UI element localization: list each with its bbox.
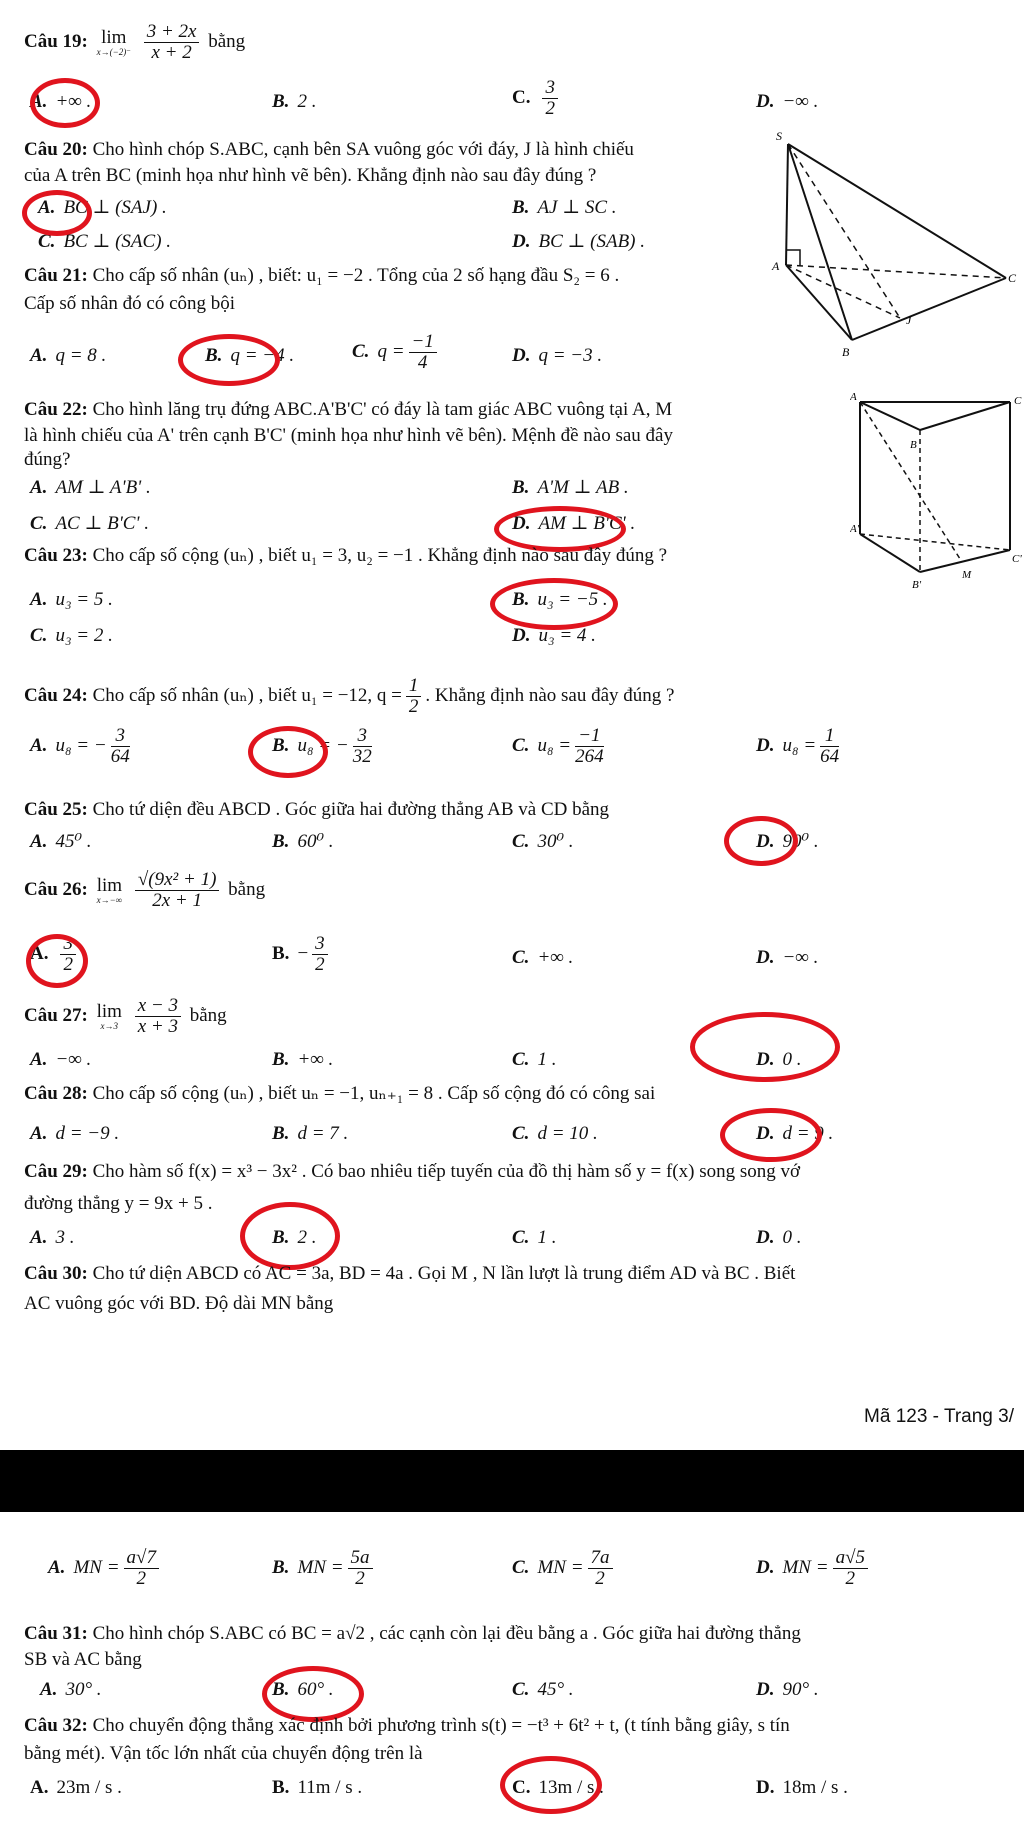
option-d[interactable]: D. q = −3 . [512,345,603,366]
option-c[interactable]: C. 30⁰ . [512,831,574,852]
option-d[interactable]: D. BC ⊥ (SAB) . [512,231,645,252]
question-25: Câu 25: Cho tứ diện đều ABCD . Góc giữa hai đường thẳng AB và CD bằng [24,799,610,820]
option-d[interactable]: D. u₃ = 4 . [512,625,596,646]
option-d[interactable]: D. −∞ . [756,91,819,112]
question-31-line2: SB và AC bằng [24,1649,142,1670]
option-a[interactable]: A. AM ⊥ A'B' . [30,477,151,498]
option-a[interactable]: A. u₃ = 5 . [30,589,113,610]
option-d[interactable]: D. u₈ = $\frac{1}{64}$ [756,725,840,767]
option-c[interactable]: C. +∞ . [512,947,574,968]
option-d[interactable]: D. 18m / s . [756,1777,848,1798]
option-d[interactable]: D. AM ⊥ B'C' . [512,513,636,534]
question-20-line2: của A trên BC (minh họa như hình vẽ bên). Khẳng định nào sau đây đúng ? [24,165,597,186]
option-a[interactable]: A. 30° . [40,1679,102,1700]
question-29: Câu 29: Cho hàm số f(x) = x³ − 3x² . Có bao nhiêu tiếp tuyến của đồ thị hàm số y = f(x) song song vớ [24,1161,801,1182]
question-23: Câu 23: Cho cấp số cộng (uₙ) , biết u₁ = 3, u₂ = −1 . Khẳng định nào sau đây đúng ? [24,545,668,566]
option-a[interactable]: A. BC ⊥ (SAJ) . [38,197,167,218]
option-a[interactable]: A. d = −9 . [30,1123,120,1144]
label-c-prime: C' [1012,553,1022,565]
answer-circle [500,1756,602,1814]
option-a[interactable]: A. $\frac{3}{2}$ [30,934,80,975]
option-d[interactable]: D. 0 . [756,1227,802,1248]
option-b[interactable]: B. q = −4 . [205,345,295,366]
option-b[interactable]: B. u₃ = −5 . [512,589,608,610]
option-c[interactable]: C. AC ⊥ B'C' . [30,513,149,534]
exam-page-2 [0,1512,1024,1824]
label-m: M [962,569,972,581]
option-c[interactable]: C. 13m / s . [512,1777,604,1798]
answer-circle [30,78,100,128]
option-b[interactable]: B. 60⁰ . [272,831,334,852]
option-a[interactable]: A. q = 8 . [30,345,107,366]
answer-circle [490,578,618,630]
answer-circle [178,334,280,386]
option-b[interactable]: B. u₈ = − $\frac{3}{32}$ [272,725,372,767]
prism-figure [850,390,1022,600]
option-c[interactable]: C. 1 . [512,1227,557,1248]
label-b-prime: B' [912,579,922,591]
option-c[interactable]: C. MN = $\frac{7a}{2}$ [512,1548,617,1589]
option-a[interactable]: A. 45⁰ . [30,831,92,852]
question-21: Câu 21: Cho cấp số nhân (uₙ) , biết: u₁ = −2 . Tổng của 2 số hạng đầu S₂ = 6 . [24,265,620,286]
option-c[interactable]: C. q = $\frac{-1}{4}$ [352,332,441,373]
question-26: Câu 26: lim x→−∞ $\frac{\text{√(9x² + 1)}}{2x + 1}$ bằng [24,869,266,911]
label-a: A [772,259,780,273]
option-a[interactable]: A. MN = $\frac{a√7}{2}$ [48,1548,163,1589]
option-b[interactable]: B. MN = $\frac{5a}{2}$ [272,1548,377,1589]
question-24: Câu 24: Cho cấp số nhân (uₙ) , biết u₁ = −12, q = $\frac{1}{2}$ . Khẳng định nào sau đây đúng ? [24,675,675,717]
question-29-line2: đường thẳng y = 9x + 5 . [24,1193,213,1214]
option-b[interactable]: B. 11m / s . [272,1777,363,1798]
question-31: Câu 31: Cho hình chóp S.ABC có BC = a√2 , các cạnh còn lại đều bằng a . Góc giữa hai đường thẳng [24,1623,801,1644]
answer-circle [248,726,328,778]
question-22: Câu 22: Cho hình lăng trụ đứng ABC.A'B'C' có đáy là tam giác ABC vuông tại A, M [24,399,673,420]
option-b[interactable]: B. − $\frac{3}{2}$ [272,934,332,975]
question-22-line3: đúng? [24,449,71,470]
page-divider-band [0,1450,1024,1512]
label-c: C [1014,395,1022,407]
option-a[interactable]: A. −∞ . [30,1049,92,1070]
label-a: A [850,391,857,403]
pyramid-figure [770,130,1020,360]
option-d[interactable]: D. d = 9 . [756,1123,834,1144]
option-b[interactable]: B. +∞ . [272,1049,334,1070]
answer-circle [690,1012,840,1082]
option-c[interactable]: C. u₈ = $\frac{-1}{264}$ [512,725,604,767]
option-d[interactable]: D. −∞ . [756,947,819,968]
option-b[interactable]: B. AJ ⊥ SC . [512,197,617,218]
label-b: B [910,439,917,451]
option-c[interactable]: C. 1 . [512,1049,557,1070]
answer-circle [240,1202,340,1270]
option-d[interactable]: D. 0 . [756,1049,802,1070]
option-a[interactable]: A. 3 . [30,1227,75,1248]
option-c[interactable]: C. d = 10 . [512,1123,598,1144]
option-d[interactable]: D. 90° . [756,1679,819,1700]
question-32: Câu 32: Cho chuyển động thẳng xác định bởi phương trình s(t) = −t³ + 6t² + t, (t tính bằng giây, s tín [24,1715,790,1736]
option-c[interactable]: C. $\frac{3}{2}$ [512,78,562,119]
option-c[interactable]: C. BC ⊥ (SAC) . [38,231,172,252]
option-a[interactable]: A. +∞ . [30,91,92,112]
answer-circle [26,934,88,988]
question-19: Câu 19: lim x→(−2)⁻ $\frac{3 + 2x}{x + 2}$ bằng [24,21,246,63]
option-b[interactable]: B. 2 . [272,1227,317,1248]
question-20: Câu 20: Cho hình chóp S.ABC, cạnh bên SA vuông góc với đáy, J là hình chiếu [24,139,634,160]
label-b: B [842,345,850,359]
label-a-prime: A' [850,523,860,535]
option-b[interactable]: B. A'M ⊥ AB . [512,477,629,498]
answer-circle [22,190,92,236]
question-28: Câu 28: Cho cấp số cộng (uₙ) , biết uₙ = −1, uₙ₊₁ = 8 . Cấp số cộng đó có công sai [24,1083,656,1104]
question-32-line2: bằng mét). Vận tốc lớn nhất của chuyển động trên là [24,1743,423,1764]
option-d[interactable]: D. MN = $\frac{a√5}{2}$ [756,1548,872,1589]
question-27: Câu 27: lim x→3 $\frac{x - 3}{x + 3}$ bằng [24,995,227,1037]
option-c[interactable]: C. u₃ = 2 . [30,625,113,646]
question-22-line2: là hình chiếu của A' trên cạnh B'C' (minh họa như hình vẽ bên). Mệnh đề nào sau đây [24,425,673,446]
label-j: J [906,313,912,327]
label-s: S [776,130,782,143]
answer-circle [724,816,798,866]
question-30-line2: AC vuông góc với BD. Độ dài MN bằng [24,1293,334,1314]
answer-circle [720,1108,822,1162]
option-b[interactable]: B. d = 7 . [272,1123,349,1144]
question-30: Câu 30: Cho tứ diện ABCD có AC = 3a, BD = 4a . Gọi M , N lần lượt là trung điểm AD và BC . Biết [24,1263,796,1284]
option-c[interactable]: C. 45° . [512,1679,574,1700]
page-footer: Mã 123 - Trang 3/ [864,1406,1014,1427]
label-c: C [1008,271,1017,285]
option-b[interactable]: B. 2 . [272,91,317,112]
option-a[interactable]: A. 23m / s . [30,1777,122,1798]
option-b[interactable]: B. 60° . [272,1679,334,1700]
question-21-line2: Cấp số nhân đó có công bội [24,293,236,314]
option-d[interactable]: D. 90⁰ . [756,831,819,852]
option-a[interactable]: A. u₈ = − $\frac{3}{64}$ [30,725,130,767]
